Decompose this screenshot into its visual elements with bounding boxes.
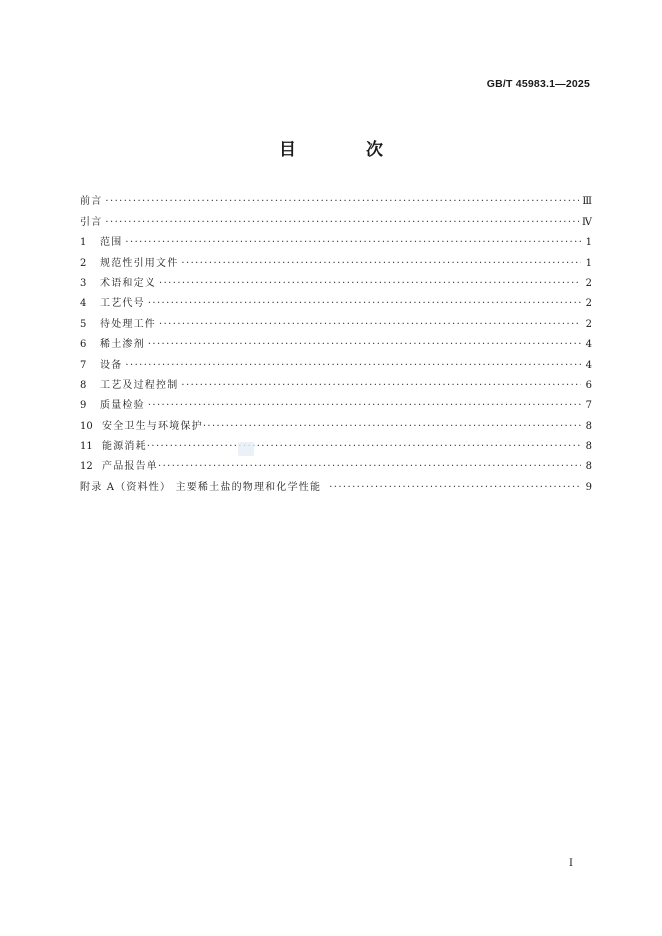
toc-page: 8 <box>585 441 592 453</box>
toc-leader <box>148 298 581 310</box>
page-number: Ⅰ <box>569 858 573 869</box>
toc-page: 4 <box>585 359 592 371</box>
toc-number: 8 <box>80 379 87 391</box>
toc-entry-12[interactable] <box>80 453 592 473</box>
toc-title: 能源消耗 <box>102 441 147 453</box>
toc-leader <box>105 196 579 208</box>
toc-title: 质量检验 <box>100 400 145 412</box>
toc-leader <box>159 319 581 331</box>
toc-number: 7 <box>80 359 87 371</box>
toc-leader <box>203 421 581 433</box>
toc-entry-9[interactable] <box>80 392 592 412</box>
toc-leader <box>148 339 581 351</box>
toc-page: 8 <box>585 461 592 473</box>
toc-leader <box>105 217 579 229</box>
toc-title: 设备 <box>100 359 123 371</box>
watermark-stamp <box>238 442 254 456</box>
toc-entry-11[interactable] <box>80 433 592 453</box>
toc-leader <box>159 278 581 290</box>
toc-entry-3[interactable] <box>80 270 592 290</box>
toc-leader <box>181 258 581 270</box>
toc-title: 规范性引用文件 <box>100 257 179 269</box>
toc-entry-10[interactable] <box>80 412 592 432</box>
toc-number: 9 <box>80 400 87 412</box>
toc-page: 8 <box>585 420 592 432</box>
toc-leader <box>181 380 581 392</box>
toc-entry-foreword[interactable] <box>80 188 592 208</box>
toc-title: 稀土渗剂 <box>100 339 145 351</box>
table-of-contents <box>80 188 592 494</box>
toc-number: 3 <box>80 277 87 289</box>
toc-number: 2 <box>80 257 87 269</box>
toc-page: 6 <box>585 379 592 391</box>
standard-code: GB/T 45983.1—2025 <box>486 78 590 90</box>
toc-leader <box>148 400 581 412</box>
page-title: 目 次 <box>279 140 415 160</box>
toc-page: 2 <box>585 298 592 310</box>
toc-page: Ⅳ <box>582 216 592 228</box>
toc-entry-1[interactable] <box>80 229 592 249</box>
toc-number: 10 <box>80 420 93 432</box>
toc-page: 2 <box>585 318 592 330</box>
toc-page: 1 <box>585 257 592 269</box>
toc-entry-introduction[interactable] <box>80 208 592 228</box>
toc-leader <box>329 482 581 494</box>
toc-leader <box>147 441 581 453</box>
toc-entry-6[interactable] <box>80 331 592 351</box>
toc-title: 工艺及过程控制 <box>100 379 179 391</box>
toc-entry-5[interactable] <box>80 310 592 330</box>
toc-number: 12 <box>80 461 93 473</box>
toc-title: 待处理工件 <box>100 318 156 330</box>
toc-entry-7[interactable] <box>80 351 592 371</box>
toc-entry-appendix-a[interactable] <box>80 473 592 493</box>
toc-title: 引言 <box>80 216 103 228</box>
toc-entry-8[interactable] <box>80 372 592 392</box>
toc-title: 附录 A（资料性） 主要稀土盐的物理和化学性能 <box>80 481 322 493</box>
toc-page: 1 <box>585 237 592 249</box>
toc-title: 术语和定义 <box>100 277 156 289</box>
toc-leader <box>158 461 581 473</box>
toc-title: 安全卫生与环境保护 <box>102 420 203 432</box>
toc-title: 范围 <box>100 237 123 249</box>
toc-number: 5 <box>80 318 87 330</box>
toc-page: 9 <box>585 481 592 493</box>
toc-title: 产品报告单 <box>102 461 158 473</box>
toc-page: 2 <box>585 277 592 289</box>
toc-title: 工艺代号 <box>100 298 145 310</box>
toc-page: 4 <box>585 339 592 351</box>
toc-page: 7 <box>585 400 592 412</box>
toc-number: 6 <box>80 339 87 351</box>
toc-number: 4 <box>80 298 87 310</box>
toc-leader <box>125 237 581 249</box>
toc-page: Ⅲ <box>582 196 592 208</box>
toc-leader <box>125 360 581 372</box>
toc-number: 1 <box>80 237 87 249</box>
toc-number: 11 <box>80 441 93 453</box>
toc-entry-2[interactable] <box>80 249 592 269</box>
toc-title: 前言 <box>80 196 103 208</box>
toc-entry-4[interactable] <box>80 290 592 310</box>
